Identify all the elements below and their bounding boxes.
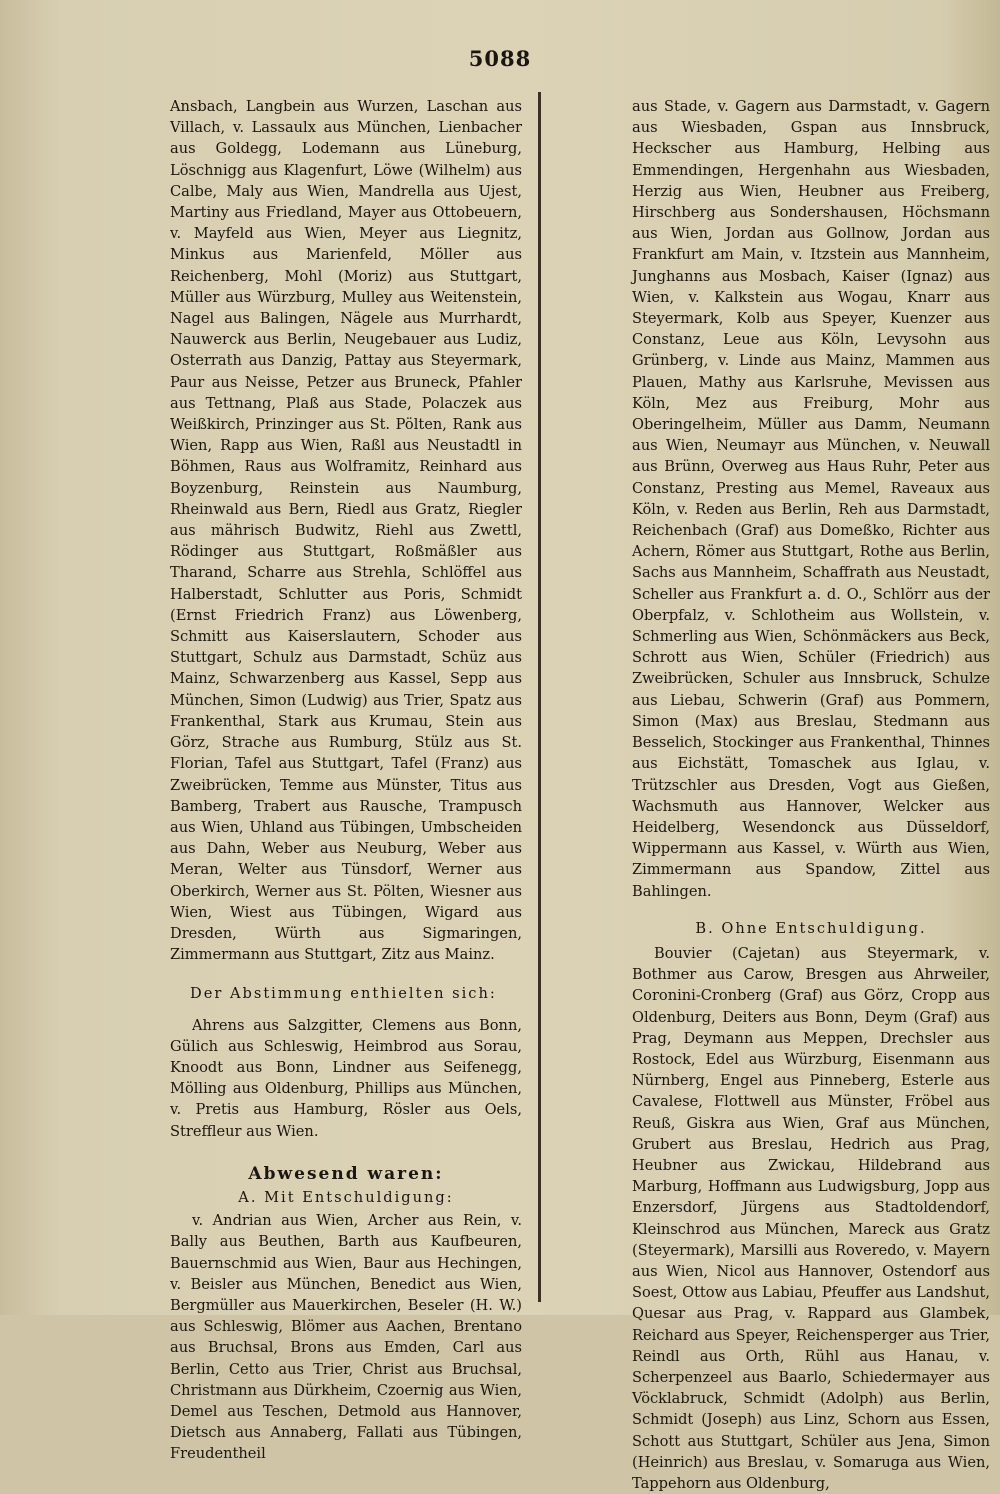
absent-heading: Abwesend waren: — [248, 1163, 444, 1184]
left-paragraph-1: Ansbach, Langbein aus Wurzen, Laschan aus Villach, v. Lassaulx aus München, Lienbacher aus Goldegg, Lodemann aus Lüneburg, Löschnigg aus Klagenfurt, Löwe (Wilhelm) aus Calbe, Maly aus Wien, Mandrella aus Ujest, Martiny aus Friedland, Mayer aus Ottobeuern, v. Mayfeld aus Wien, Meyer aus Liegnitz, Minkus aus Marienfeld, Möller aus Reichenberg, Mohl (Moriz) aus Stuttgart, Müller aus Würzburg, Mulley aus Weitenstein, Nagel aus Balingen, Nägele aus Murrhardt, Nauwerck aus Berlin, Neugebauer aus Ludiz, Osterrath aus Danzig, Pattay aus Steyermark, Paur aus Neisse, Petzer aus Bruneck, Pfahler aus Tettnang, Plaß aus Stade, Polaczek aus Weißkirch, Prinzinger aus St. Pölten, Rank aus Wien, Rapp aus Wien, Raßl aus Neustadtl in Böhmen, Raus aus Wolframitz, Reinhard aus Boyzenburg, Reinstein aus Naumburg, Rheinwald aus Bern, Riedl aus Gratz, Riegler aus mährisch Budwitz, Riehl aus Zwettl, Rödinger aus Stuttgart, Roßmäßler aus Tharand, Scharre aus Strehla, Schlöffel aus Halberstadt, Schlutter aus Poris, Schmidt (Ernst Friedrich Franz) aus Löwenberg, Schmitt aus Kaiserslautern, Schoder aus Stuttgart, Schulz aus Darmstadt, Schüz aus Mainz, Schwarzenberg aus Kassel, Sepp aus München, Simon (Ludwig) aus Trier, Spatz aus Frankenthal, Stark aus Krumau, Stein aus Görz, Strache aus Rumburg, Stülz aus St. Florian, Tafel aus Stuttgart, Tafel (Franz) aus Zweibrücken, Temme aus Münster, Titus aus Bamberg, Trabert aus Rausche, Trampusch aus Wien, Uhland aus Tübingen, Umbscheiden aus Dahn, Weber aus Neuburg, Weber aus Meran, Welter aus Tünsdorf, Werner aus Oberkirch, Werner aus St. Pölten, Wiesner aus Wien, Wiest aus Tübingen, Wigard aus Dresden, Würth aus Sigmaringen, Zimmermann aus Stuttgart, Zitz aus Mainz. — [170, 98, 522, 964]
right-paragraph-2: Bouvier (Cajetan) aus Steyermark, v. Bothmer aus Carow, Bresgen aus Ahrweiler, Coronini-Cronberg (Graf) aus Görz, Cropp aus Oldenburg, Deiters aus Bonn, Deym (Graf) aus Prag, Deymann aus Meppen, Drechsler aus Rostock, Edel aus Würzburg, Eisenmann aus Nürnberg, Engel aus Pinneberg, Esterle aus Cavalese, Flottwell aus Münster, Fröbel aus Reuß, Giskra aus Wien, Graf aus München, Grubert aus Breslau, Hedrich aus Prag, Heubner aus Zwickau, Hildebrand aus Marburg, Hoffmann aus Ludwigsburg, Jopp aus Enzersdorf, Jürgens aus Stadtoldendorf, Kleinschrod aus München, Mareck aus Gratz (Steyermark), Marsilli aus Roveredo, v. Mayern aus Wien, Nicol aus Hannover, Ostendorf aus Soest, Ottow aus Labiau, Pfeuffer aus Landshut, Quesar aus Prag, v. Rappard aus Glambek, Reichard aus Speyer, Reichensperger aus Trier, Reindl aus Orth, Rühl aus Hanau, v. Scherpenzeel aus Baarlo, Schiedermayer aus Vöcklabruck, Schmidt (Adolph) aus Berlin, Schmidt (Joseph) aus Linz, Schorn aus Essen, Schott aus Stuttgart, Schüler aus Jena, Simon (Heinrich) aus Breslau, v. Somaruga aus Wien, Tappehorn aus Oldenburg, — [632, 944, 990, 1492]
left-column — [170, 96, 522, 1465]
right-column — [632, 96, 990, 1494]
abstention-heading: Der Abstimmung enthielten sich: — [190, 985, 497, 1003]
page-number: 5088 — [468, 46, 532, 71]
left-paragraph-2: Ahrens aus Salzgitter, Clemens aus Bonn, Gülich aus Schleswig, Heimbrod aus Sorau, Knoodt aus Bonn, Lindner aus Seifenegg, Mölling aus Oldenburg, Phillips aus München, v. Pretis aus Hamburg, Rösler aus Oels, Streffleur aus Wien. — [170, 1016, 522, 1140]
left-paragraph-3: v. Andrian aus Wien, Archer aus Rein, v. Bally aus Beuthen, Barth aus Kaufbeuren, Bauernschmid aus Wien, Baur aus Hechingen, v. Beisler aus München, Benedict aus Wien, Bergmüller aus Mauerkirchen, Beseler (H. W.) aus Schleswig, Blömer aus Aachen, Brentano aus Bruchsal, Brons aus Emden, Carl aus Berlin, Cetto aus Trier, Christ aus Bruchsal, Christmann aus Dürkheim, Czoernig aus Wien, Demel aus Teschen, Detmold aus Hannover, Dietsch aus Annaberg, Fallati aus Tübingen, Freudentheil — [170, 1212, 522, 1463]
unexcused-heading: B. Ohne Entschuldigung. — [695, 919, 927, 937]
column-divider — [538, 92, 541, 1302]
right-paragraph-1: aus Stade, v. Gagern aus Darmstadt, v. Gagern aus Wiesbaden, Gspan aus Innsbruck, Heckscher aus Hamburg, Helbing aus Emmendingen, Hergenhahn aus Wiesbaden, Herzig aus Wien, Heubner aus Freiberg, Hirschberg aus Sondershausen, Höchsmann aus Wien, Jordan aus Gollnow, Jordan aus Frankfurt am Main, v. Itzstein aus Mannheim, Junghanns aus Mosbach, Kaiser (Ignaz) aus Wien, v. Kalkstein aus Wogau, Knarr aus Steyermark, Kolb aus Speyer, Kuenzer aus Constanz, Leue aus Köln, Levysohn aus Grünberg, v. Linde aus Mainz, Mammen aus Plauen, Mathy aus Karlsruhe, Mevissen aus Köln, Mez aus Freiburg, Mohr aus Oberingelheim, Müller aus Damm, Neumann aus Wien, Neumayr aus München, v. Neuwall aus Brünn, Overweg aus Haus Ruhr, Peter aus Constanz, Presting aus Memel, Raveaux aus Köln, v. Reden aus Berlin, Reh aus Darmstadt, Reichenbach (Graf) aus Domeßko, Richter aus Achern, Römer aus Stuttgart, Rothe aus Berlin, Sachs aus Mannheim, Schaffrath aus Neustadt, Scheller aus Frankfurt a. d. O., Schlörr aus der Oberpfalz, v. Schlotheim aus Wollstein, v. Schmerling aus Wien, Schönmäckers aus Beck, Schrott aus Wien, Schüler (Friedrich) aus Zweibrücken, Schuler aus Innsbruck, Schulze aus Liebau, Schwerin (Graf) aus Pommern, Simon (Max) aus Breslau, Stedmann aus Besselich, Stockinger aus Frankenthal, Thinnes aus Eichstätt, Tomaschek aus Iglau, v. Trützschler aus Dresden, Vogt aus Gießen, Wachsmuth aus Hannover, Welcker aus Heidelberg, Wesendonck aus Düsseldorf, Wippermann aus Kassel, v. Würth aus Wien, Zimmermann aus Spandow, Zittel aus Bahlingen. — [632, 98, 990, 900]
excused-heading: A. Mit Entschuldigung: — [238, 1188, 454, 1206]
